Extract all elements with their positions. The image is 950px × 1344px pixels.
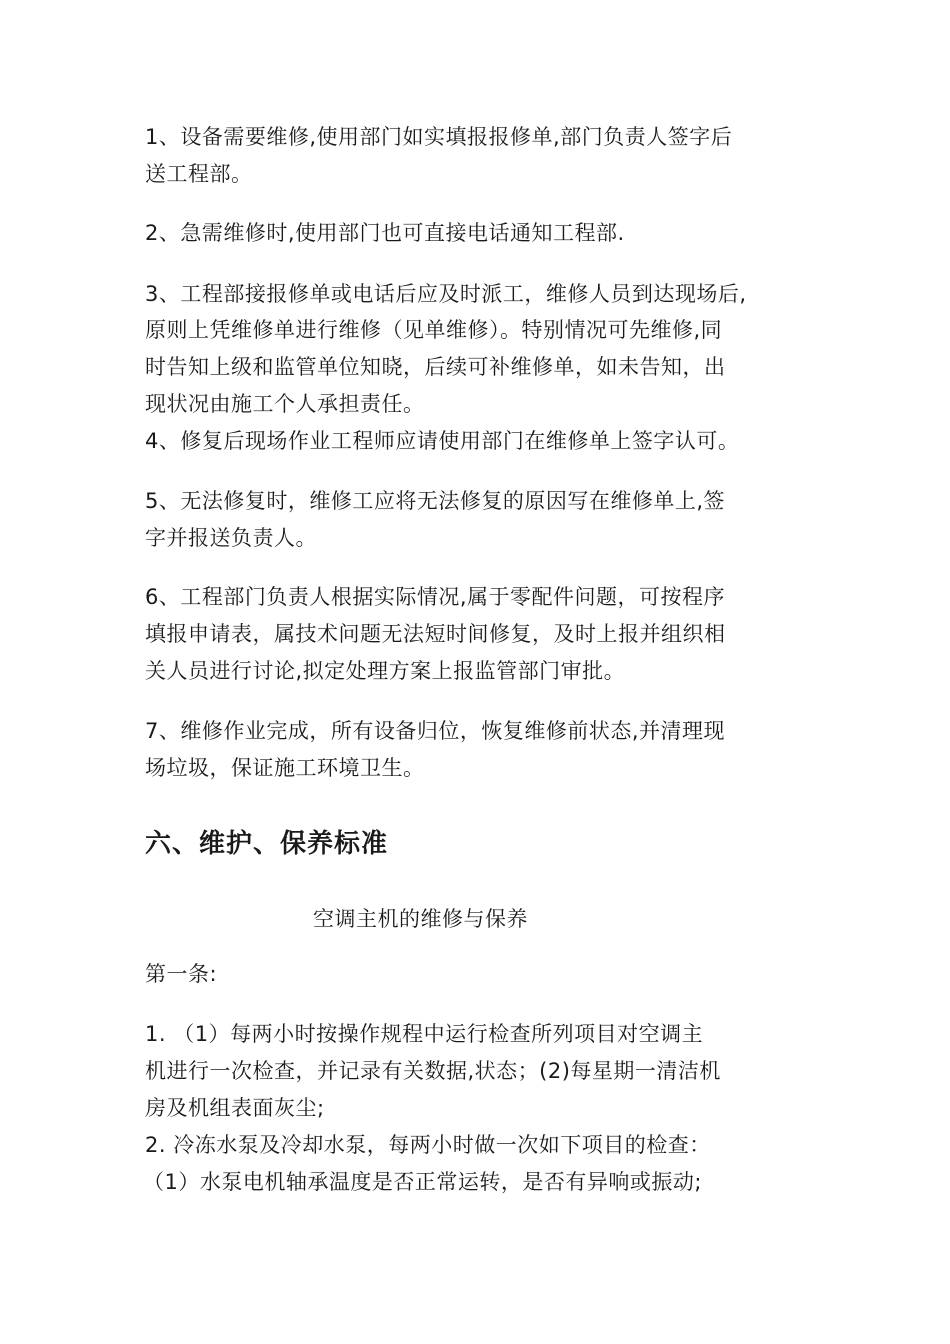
article-line-2: 机进行一次检查，并记录有关数据,状态；(2)每星期一清洁机 — [145, 1059, 721, 1083]
item-1-line-2: 送工程部。 — [145, 162, 253, 186]
section-heading: 六、维护、保养标准 — [145, 829, 389, 859]
item-4-line-1: 4、修复后现场作业工程师应请使用部门在维修单上签字认可。 — [145, 429, 740, 453]
item-7-line-2: 场垃圾，保证施工环境卫生。 — [145, 756, 425, 780]
article-label: 第一条: — [145, 962, 218, 986]
article-line-1: 1. （1）每两小时按操作规程中运行检查所列项目对空调主 — [145, 1022, 704, 1046]
item-6-line-3: 关人员进行讨论,拟定处理方案上报监管部门审批。 — [145, 659, 626, 683]
item-2-line-1: 2、急需维修时,使用部门也可直接电话通知工程部. — [145, 221, 625, 245]
article-line-3: 房及机组表面灰尘; — [145, 1096, 325, 1120]
item-3-line-2: 原则上凭维修单进行维修（见单维修）。特别情况可先维修,同 — [145, 318, 723, 342]
article-line-4: 2. 冷冻水泵及冷却水泵，每两小时做一次如下项目的检查： — [145, 1133, 711, 1157]
item-3-line-3: 时告知上级和监管单位知晓，后续可补维修单，如未告知，出 — [145, 355, 726, 379]
item-6-line-2: 填报申请表，属技术问题无法短时间修复，及时上报并组织相 — [145, 622, 726, 646]
item-1-line-1: 1、设备需要维修,使用部门如实填报报修单,部门负责人签字后 — [145, 125, 733, 149]
item-6-line-1: 6、工程部门负责人根据实际情况,属于零配件问题，可按程序 — [145, 585, 726, 609]
item-3-line-1: 3、工程部接报修单或电话后应及时派工，维修人员到达现场后, — [145, 282, 747, 306]
item-5-line-1: 5、无法修复时，维修工应将无法修复的原因写在维修单上,签 — [145, 489, 726, 513]
item-7-line-1: 7、维修作业完成，所有设备归位，恢复维修前状态,并清理现 — [145, 719, 726, 743]
item-3-line-4: 现状况由施工个人承担责任。 — [145, 392, 425, 416]
item-5-line-2: 字并报送负责人。 — [145, 526, 317, 550]
subsection-title: 空调主机的维修与保养 — [313, 907, 528, 931]
article-line-5: （1）水泵电机轴承温度是否正常运转，是否有异响或振动; — [143, 1170, 702, 1194]
